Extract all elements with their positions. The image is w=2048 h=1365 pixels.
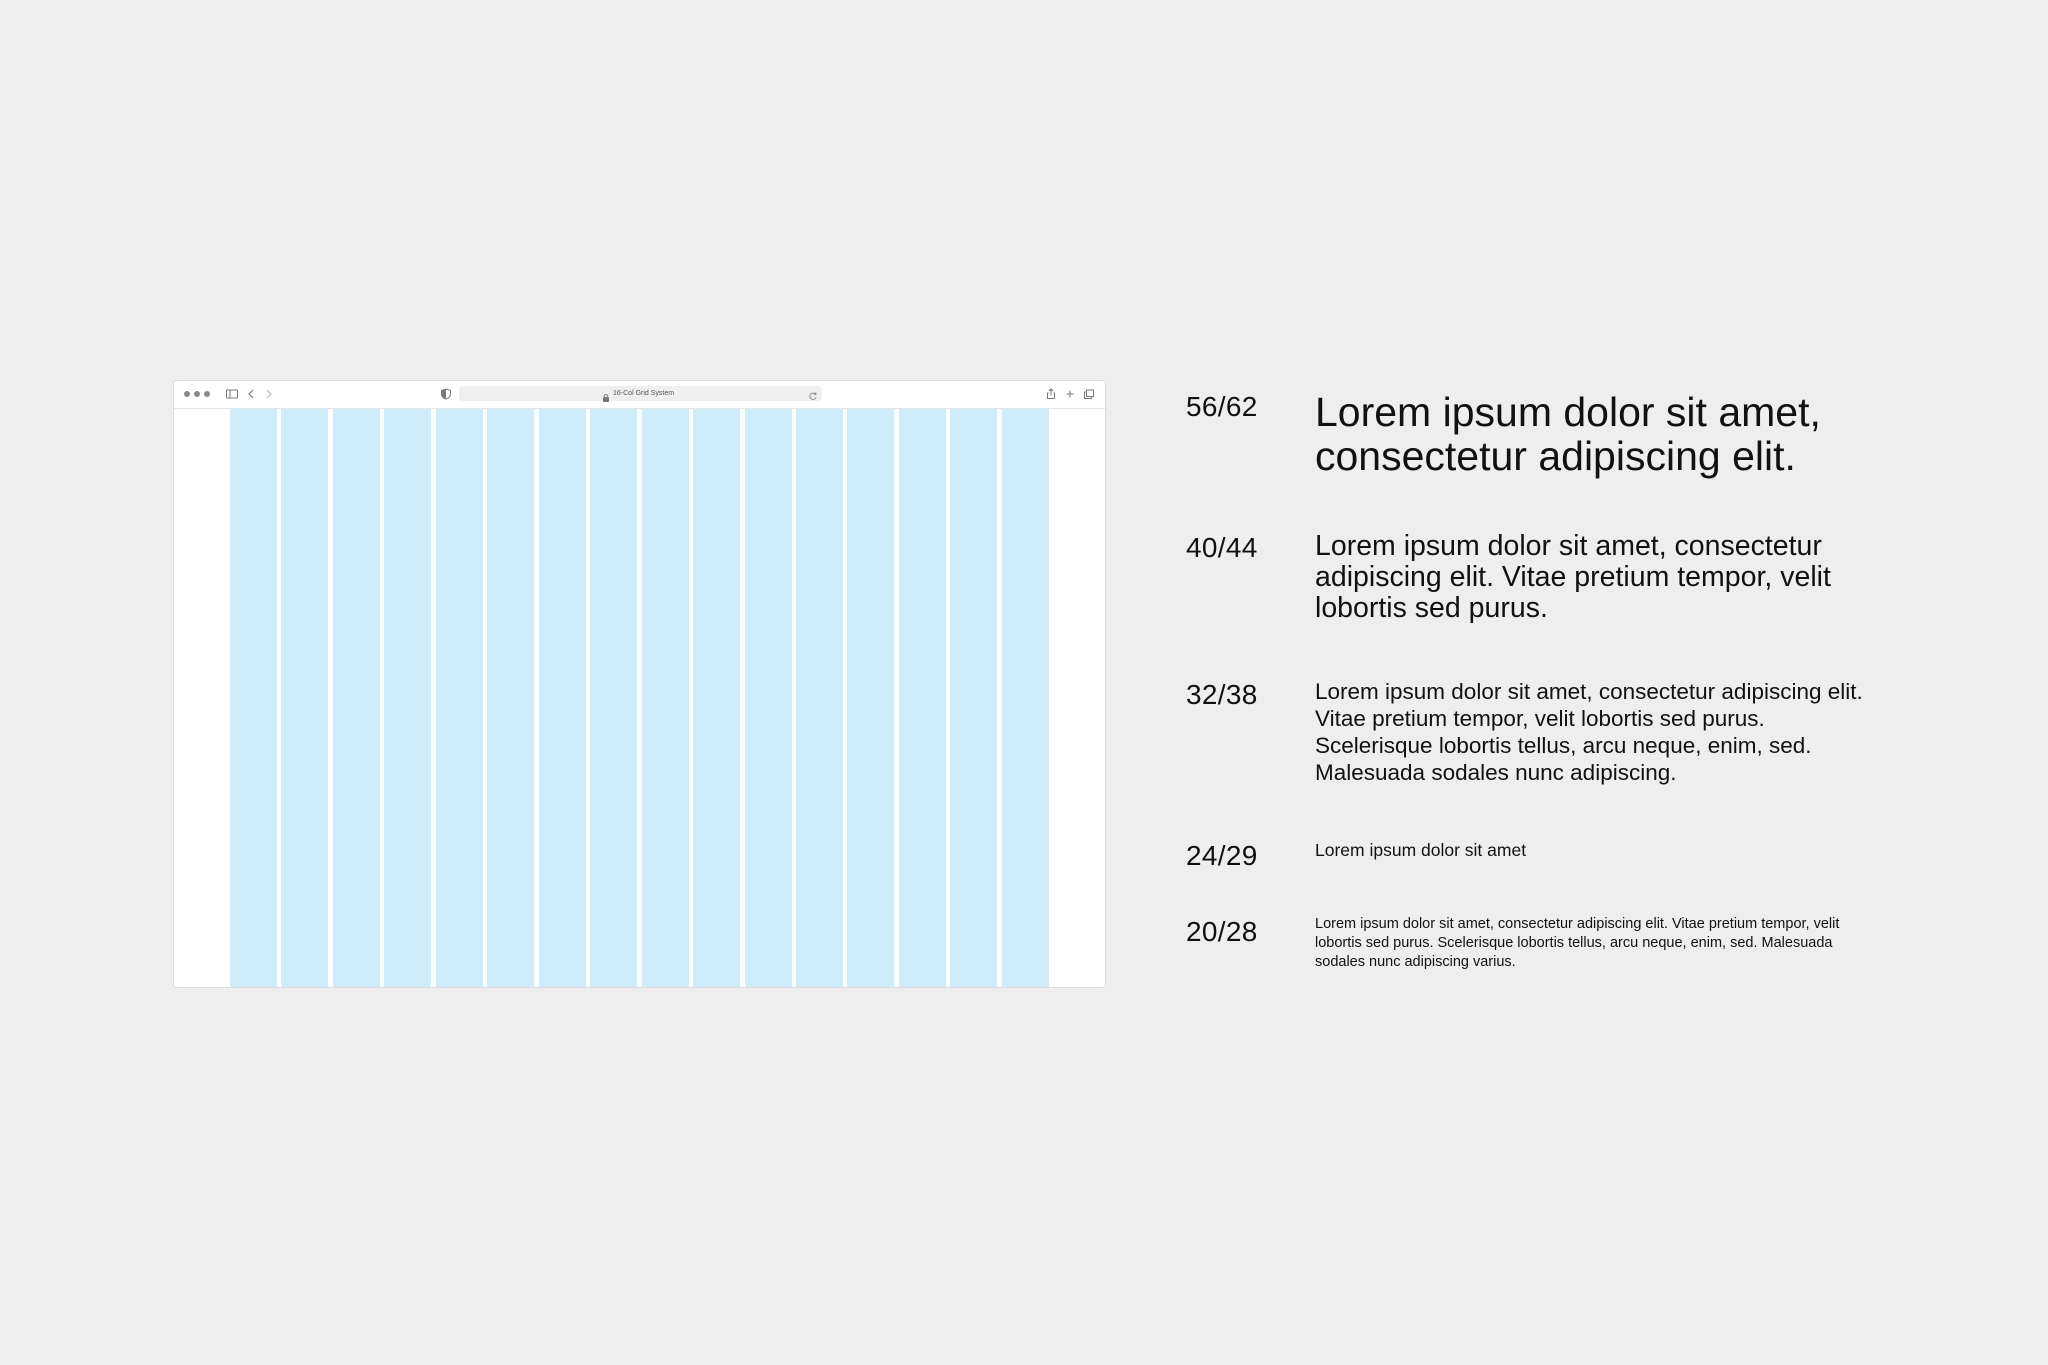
tabs-overview-icon[interactable]: [1081, 386, 1097, 402]
browser-window: [173, 380, 1106, 988]
grid-column: [1002, 409, 1049, 987]
browser-toolbar: [174, 381, 1105, 409]
grid-column: [436, 409, 483, 987]
grid-column: [487, 409, 534, 987]
address-title: 16-Col Grid System: [613, 390, 675, 397]
grid-column: [539, 409, 586, 987]
grid-column: [384, 409, 431, 987]
font-size-label: 56/62: [1186, 391, 1258, 422]
window-controls[interactable]: [184, 391, 210, 397]
grid-column: [847, 409, 894, 987]
sample-text: Lorem ipsum dolor sit amet, consectetur adipiscing elit. Vitae pretium tempor, velit lobortis sed purus. Scelerisque lobortis tellus, arcu neque, enim, sed. Malesuada sodales nunc adipiscing.: [1315, 679, 1863, 785]
font-size-label: 20/28: [1186, 916, 1258, 947]
grid-column: [745, 409, 792, 987]
lock-icon: [602, 389, 610, 398]
font-size-label: 32/38: [1186, 679, 1258, 710]
close-dot-icon[interactable]: [184, 391, 190, 397]
minimize-dot-icon[interactable]: [194, 391, 200, 397]
back-icon[interactable]: [243, 386, 259, 402]
grid-column: [642, 409, 689, 987]
grid-column: [693, 409, 740, 987]
forward-icon[interactable]: [261, 386, 277, 402]
grid-column: [333, 409, 380, 987]
shield-icon[interactable]: [438, 386, 454, 402]
new-tab-icon[interactable]: [1062, 386, 1078, 402]
grid-column: [281, 409, 328, 987]
zoom-dot-icon[interactable]: [204, 391, 210, 397]
reload-icon[interactable]: [808, 388, 818, 398]
sample-text: Lorem ipsum dolor sit amet: [1315, 840, 1527, 860]
grid-column: [899, 409, 946, 987]
grid-column: [796, 409, 843, 987]
font-size-label: 24/29: [1186, 840, 1258, 871]
font-size-label: 40/44: [1186, 532, 1258, 563]
address-bar[interactable]: [459, 386, 822, 401]
page-viewport: [174, 409, 1105, 987]
share-icon[interactable]: [1043, 386, 1059, 402]
sidebar-icon[interactable]: [224, 386, 240, 402]
grid-column: [590, 409, 637, 987]
sample-text: Lorem ipsum dolor sit amet, consectetur adipiscing elit.: [1315, 389, 1821, 479]
grid-column: [230, 409, 277, 987]
sample-text: Lorem ipsum dolor sit amet, consectetur adipiscing elit. Vitae pretium tempor, velit lobortis sed purus.: [1315, 530, 1831, 624]
sample-text: Lorem ipsum dolor sit amet, consectetur adipiscing elit. Vitae pretium tempor, velit lobortis sed purus. Scelerisque lobortis tellus, arcu neque, enim, sed. Malesuada sodales nunc adipiscing varius.: [1315, 916, 1840, 970]
grid-column: [950, 409, 997, 987]
